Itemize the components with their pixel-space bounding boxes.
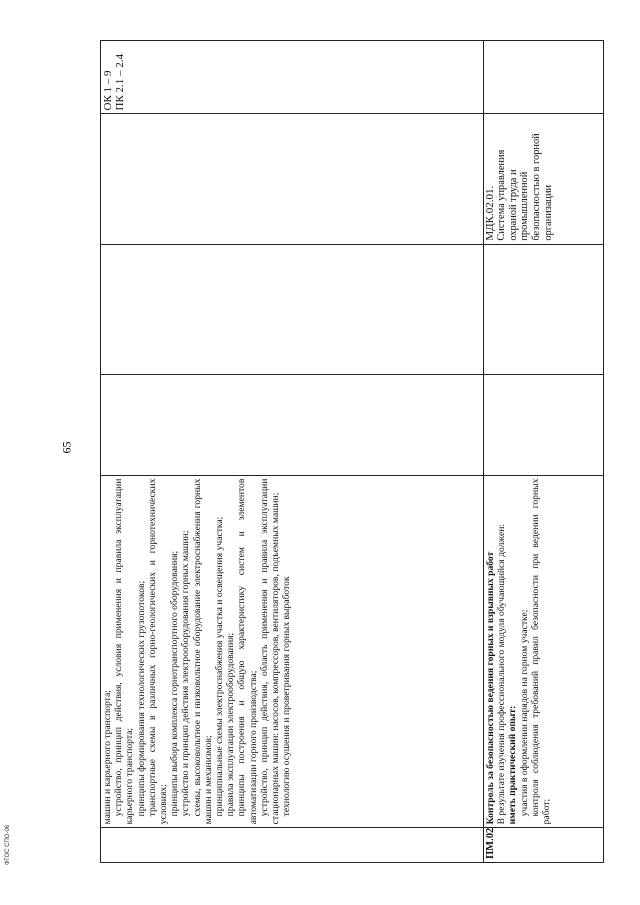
table-cell-content [101, 475, 484, 828]
list-item: участия в оформлении нарядов на горном участке; [518, 609, 530, 817]
list-item: транспортные схемы в различных горно-геологических и горнотехнических условиях; [146, 478, 170, 825]
table-cell-competences [484, 41, 604, 115]
footer-code: ФГОС СПО-06 [5, 824, 11, 865]
table-cell-hours-2 [484, 244, 604, 374]
table-cell-hours-2 [101, 244, 484, 374]
page-number: 65 [59, 441, 74, 454]
competences-text: ОК 1 – 9 ПК 2.1 – 2.4 [102, 53, 126, 111]
list-item: устройство и принцип действия электрооборудования горных машин; [180, 530, 192, 817]
table-row [484, 41, 604, 863]
list-item: правила эксплуатации электрооборудования; [225, 632, 237, 817]
table-cell-mdk [101, 114, 484, 244]
table-cell-competences [101, 41, 484, 115]
list-item: контроля соблюдения требований правил безопасности при ведении горных работ; [529, 478, 553, 825]
list-item: принципы формирования технологических грузопотоков; [135, 580, 147, 817]
table-cell-code [101, 828, 484, 863]
module-code: ПМ.02 [485, 827, 496, 859]
experience-heading: иметь практический опыт: [507, 705, 519, 825]
table-cell-code [484, 828, 604, 863]
table-cell-hours [484, 374, 604, 475]
table-row [101, 41, 484, 863]
list-item: принципы построения и общую характеристику систем и элементов автоматизации горного производства; [236, 478, 259, 825]
list-item: устройство, принцип действия, область применения и правила эксплуатации стационарных машин: насосов, компрессоров, вентиляторов, подъемных машин; [258, 478, 282, 825]
table-cell-hours [101, 374, 484, 475]
module-intro: В результате изучения профессионального модуля обучающийся должен: [496, 523, 508, 825]
mdk-code: МДК.02.01. [484, 185, 496, 241]
list-item: устройство, принцип действия, условия применения и правила эксплуатации карьерного транспорта; [113, 478, 136, 825]
mdk-title: Система управления охраной труда и промышленной безопасностью в горной организации [496, 133, 554, 241]
list-item: технологию осушения и проветривания горных выработок [281, 576, 293, 817]
rotated-page [82, 40, 640, 863]
module-title: Контроль за безопасностью ведения горных и взрывных работ [485, 551, 496, 825]
list-item: принципиальные схемы электроснабжения участка и освещения участка; [214, 516, 226, 817]
table-cell-content [484, 475, 604, 828]
list-item: принципы выбора комплекса горнотранспортного оборудования; [169, 550, 181, 817]
list-item: схемы, высоковольтное и низковольтное оборудование электроснабжения горных машин и механизмов; [191, 478, 214, 825]
list-item: машин и карьерного транспорта; [102, 690, 113, 825]
knowledge-list [102, 479, 292, 825]
table-cell-mdk [484, 114, 604, 244]
competency-table [100, 40, 604, 863]
